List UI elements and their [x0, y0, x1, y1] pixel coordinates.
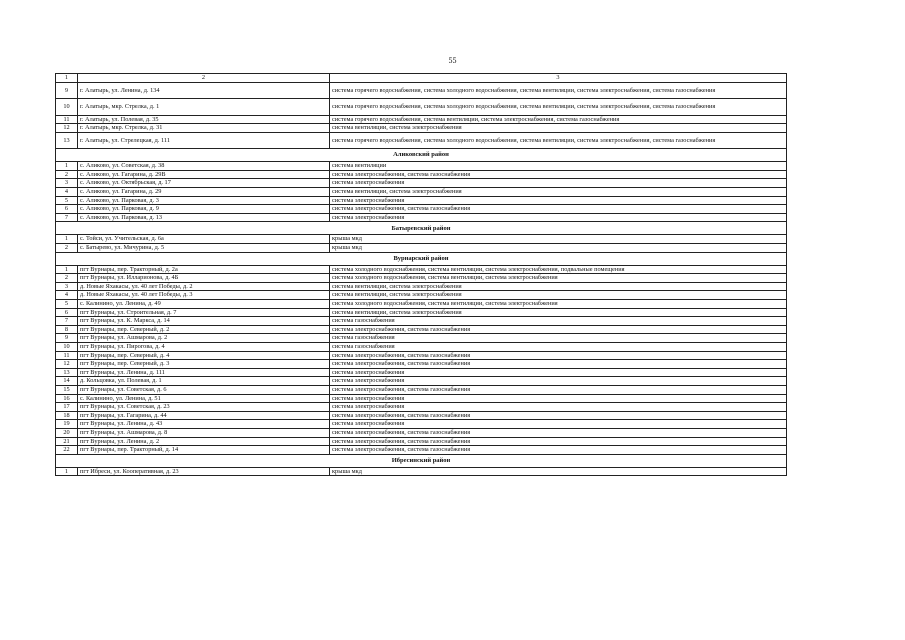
systems-cell: система вентиляции, система электроснабжения: [330, 282, 787, 291]
table-row: [56, 170, 787, 179]
row-number-cell: 21: [56, 437, 78, 446]
section-header-row: [56, 252, 787, 265]
table-row: [56, 291, 787, 300]
table-row: [56, 377, 787, 386]
systems-cell: система электроснабжения, система газоснабжения: [330, 428, 787, 437]
systems-cell: система электроснабжения, система газоснабжения: [330, 411, 787, 420]
row-number-cell: 7: [56, 317, 78, 326]
systems-cell: система электроснабжения: [330, 377, 787, 386]
table-row: [56, 205, 787, 214]
address-cell: пгт Вурнары, пер. Тракторный, д. 14: [78, 446, 330, 455]
address-cell: пгт Вурнары, ул. К. Маркса, д. 14: [78, 317, 330, 326]
systems-cell: система электроснабжения, система газоснабжения: [330, 385, 787, 394]
row-number-cell: 16: [56, 394, 78, 403]
row-number-cell: 6: [56, 205, 78, 214]
systems-cell: крыша мкд: [330, 235, 787, 244]
address-cell: пгт Вурнары, ул. Ашмарова, д. 8: [78, 428, 330, 437]
table-body: [56, 74, 787, 476]
systems-cell: крыша мкд: [330, 467, 787, 476]
systems-cell: система горячего водоснабжения, система холодного водоснабжения, система вентиляции, система электроснабжения, система газоснабжения: [330, 99, 787, 116]
row-number-cell: 5: [56, 196, 78, 205]
row-number-cell: 9: [56, 82, 78, 99]
table-row: [56, 403, 787, 412]
systems-cell: система электроснабжения, система газоснабжения: [330, 170, 787, 179]
row-number-cell: 2: [56, 170, 78, 179]
address-cell: с. Тойси, ул. Учительская, д. 6а: [78, 235, 330, 244]
section-title: Аликовский район: [56, 149, 787, 162]
row-number-cell: 5: [56, 300, 78, 309]
row-number-cell: 8: [56, 325, 78, 334]
table-row: [56, 325, 787, 334]
table-row: [56, 115, 787, 124]
row-number-cell: 2: [56, 244, 78, 253]
row-number-cell: 3: [56, 282, 78, 291]
address-cell: пгт Вурнары, ул. Строительная, д. 7: [78, 308, 330, 317]
row-number-cell: 1: [56, 467, 78, 476]
row-number-cell: 15: [56, 385, 78, 394]
systems-cell: система газоснабжения: [330, 317, 787, 326]
row-number-cell: 12: [56, 124, 78, 133]
systems-cell: система вентиляции, система электроснабжения: [330, 308, 787, 317]
address-cell: с. Аликово, ул. Парковая, д. 9: [78, 205, 330, 214]
address-cell: пгт Вурнары, пер. Тракторный, д. 2а: [78, 265, 330, 274]
section-title: Батыревский район: [56, 222, 787, 235]
address-cell: пгт Вурнары, ул. Пирогова, д. 4: [78, 342, 330, 351]
row-number-cell: 2: [56, 274, 78, 283]
address-cell: пгт Ибреси, ул. Кооперативная, д. 23: [78, 467, 330, 476]
table-row: [56, 446, 787, 455]
systems-cell: система холодного водоснабжения, система вентиляции, система электроснабжения: [330, 300, 787, 309]
table-row: [56, 394, 787, 403]
address-cell: с. Аликово, ул. Парковая, д. 3: [78, 196, 330, 205]
address-cell: пгт Вурнары, ул. Ленина, д. 111: [78, 368, 330, 377]
address-cell: с. Аликово, ул. Парковая, д. 13: [78, 213, 330, 222]
row-number-cell: 10: [56, 99, 78, 116]
address-cell: пгт Вурнары, ул. Ленина, д. 43: [78, 420, 330, 429]
address-cell: с. Батырево, ул. Мичурина, д. 5: [78, 244, 330, 253]
column-number-row: [56, 74, 787, 83]
table-row: [56, 467, 787, 476]
table-row: [56, 196, 787, 205]
section-header-row: [56, 149, 787, 162]
address-cell: с. Аликово, ул. Гагарина, д. 29: [78, 188, 330, 197]
address-cell: пгт Вурнары, ул. Ленина, д. 2: [78, 437, 330, 446]
table-row: [56, 188, 787, 197]
systems-cell: система горячего водоснабжения, система холодного водоснабжения, система вентиляции, система электроснабжения, система газоснабжения: [330, 132, 787, 149]
table-row: [56, 235, 787, 244]
table-row: [56, 179, 787, 188]
row-number-cell: 18: [56, 411, 78, 420]
table-row: [56, 411, 787, 420]
page-number: 55: [448, 56, 457, 65]
row-number-cell: 3: [56, 179, 78, 188]
row-number-cell: 11: [56, 351, 78, 360]
systems-cell: система электроснабжения: [330, 213, 787, 222]
systems-cell: система электроснабжения: [330, 196, 787, 205]
table-row: [56, 213, 787, 222]
table-row: [56, 82, 787, 99]
systems-cell: система горячего водоснабжения, система вентиляции, система электроснабжения, система газоснабжения: [330, 115, 787, 124]
address-cell: д. Новые Яхакасы, ул. 40 лет Победы, д. 2: [78, 282, 330, 291]
table-row: [56, 437, 787, 446]
column-number-2: 2: [78, 74, 330, 83]
systems-cell: система электроснабжения: [330, 368, 787, 377]
systems-cell: система электроснабжения: [330, 403, 787, 412]
systems-table: [55, 73, 787, 476]
row-number-cell: 7: [56, 213, 78, 222]
row-number-cell: 1: [56, 162, 78, 171]
row-number-cell: 14: [56, 377, 78, 386]
systems-cell: крыша мкд: [330, 244, 787, 253]
row-number-cell: 13: [56, 368, 78, 377]
table-row: [56, 300, 787, 309]
table-row: [56, 420, 787, 429]
address-cell: пгт Вурнары, ул. Советская, д. 6: [78, 385, 330, 394]
table-row: [56, 308, 787, 317]
address-cell: г. Алатырь, мкр. Стрелка, д. 31: [78, 124, 330, 133]
systems-cell: система холодного водоснабжения, система вентиляции, система электроснабжения, подвальные помещения: [330, 265, 787, 274]
row-number-cell: 22: [56, 446, 78, 455]
systems-cell: система электроснабжения, система газоснабжения: [330, 437, 787, 446]
address-cell: г. Алатырь, ул. Ленина, д. 134: [78, 82, 330, 99]
row-number-cell: 13: [56, 132, 78, 149]
systems-cell: система электроснабжения: [330, 394, 787, 403]
row-number-cell: 1: [56, 235, 78, 244]
row-number-cell: 4: [56, 291, 78, 300]
table-row: [56, 317, 787, 326]
row-number-cell: 10: [56, 342, 78, 351]
address-cell: с. Калинино, ул. Ленина, д. 49: [78, 300, 330, 309]
address-cell: пгт Вурнары, ул. Ашмарова, д. 2: [78, 334, 330, 343]
table-row: [56, 368, 787, 377]
column-number-1: 1: [56, 74, 78, 83]
row-number-cell: 6: [56, 308, 78, 317]
address-cell: г. Алатырь, ул. Стрелецкая, д. 111: [78, 132, 330, 149]
systems-cell: система газоснабжения: [330, 342, 787, 351]
address-cell: д. Кольцовка, ул. Полевая, д. 1: [78, 377, 330, 386]
table-row: [56, 132, 787, 149]
row-number-cell: 20: [56, 428, 78, 437]
systems-cell: система холодного водоснабжения, система вентиляции, система электроснабжения: [330, 274, 787, 283]
systems-cell: система вентиляции: [330, 162, 787, 171]
table-row: [56, 360, 787, 369]
address-cell: пгт Вурнары, пер. Северный, д. 2: [78, 325, 330, 334]
systems-cell: система вентиляции, система электроснабжения: [330, 124, 787, 133]
row-number-cell: 4: [56, 188, 78, 197]
systems-cell: система электроснабжения: [330, 179, 787, 188]
systems-cell: система электроснабжения, система газоснабжения: [330, 325, 787, 334]
table-row: [56, 282, 787, 291]
address-cell: с. Аликово, ул. Советская, д. 38: [78, 162, 330, 171]
row-number-cell: 17: [56, 403, 78, 412]
systems-cell: система электроснабжения, система газоснабжения: [330, 351, 787, 360]
section-title: Вурнарский район: [56, 252, 787, 265]
row-number-cell: 9: [56, 334, 78, 343]
table-row: [56, 274, 787, 283]
address-cell: пгт Вурнары, пер. Северный, д. 3: [78, 360, 330, 369]
section-title: Ибресинский район: [56, 454, 787, 467]
table-row: [56, 342, 787, 351]
systems-cell: система электроснабжения, система газоснабжения: [330, 446, 787, 455]
systems-cell: система электроснабжения: [330, 420, 787, 429]
section-header-row: [56, 454, 787, 467]
address-cell: пгт Вурнары, ул. Советская, д. 23: [78, 403, 330, 412]
table-row: [56, 99, 787, 116]
table-row: [56, 265, 787, 274]
table-row: [56, 334, 787, 343]
address-cell: с. Аликово, ул. Гагарина, д. 29В: [78, 170, 330, 179]
address-cell: с. Аликово, ул. Октябрьская, д. 17: [78, 179, 330, 188]
address-cell: с. Калинино, ул. Ленина, д. 51: [78, 394, 330, 403]
address-cell: пгт Вурнары, ул. Илларионова, д. 4Б: [78, 274, 330, 283]
systems-cell: система горячего водоснабжения, система холодного водоснабжения, система вентиляции, система электроснабжения, система газоснабжения: [330, 82, 787, 99]
address-cell: г. Алатырь, ул. Полевая, д. 35: [78, 115, 330, 124]
address-cell: пгт Вурнары, ул. Гагарина, д. 44: [78, 411, 330, 420]
section-header-row: [56, 222, 787, 235]
row-number-cell: 1: [56, 265, 78, 274]
systems-cell: система электроснабжения, система газоснабжения: [330, 360, 787, 369]
systems-cell: система вентиляции, система электроснабжения: [330, 188, 787, 197]
table-row: [56, 385, 787, 394]
row-number-cell: 11: [56, 115, 78, 124]
column-number-3: 3: [330, 74, 787, 83]
address-cell: д. Новые Яхакасы, ул. 40 лет Победы, д. 3: [78, 291, 330, 300]
systems-cell: система газоснабжения: [330, 334, 787, 343]
table-row: [56, 244, 787, 253]
table-row: [56, 428, 787, 437]
address-cell: г. Алатырь, мкр. Стрелка, д. 1: [78, 99, 330, 116]
table-row: [56, 124, 787, 133]
table-row: [56, 162, 787, 171]
table-row: [56, 351, 787, 360]
systems-cell: система вентиляции, система электроснабжения: [330, 291, 787, 300]
systems-cell: система электроснабжения, система газоснабжения: [330, 205, 787, 214]
row-number-cell: 19: [56, 420, 78, 429]
row-number-cell: 12: [56, 360, 78, 369]
address-cell: пгт Вурнары, пер. Северный, д. 4: [78, 351, 330, 360]
